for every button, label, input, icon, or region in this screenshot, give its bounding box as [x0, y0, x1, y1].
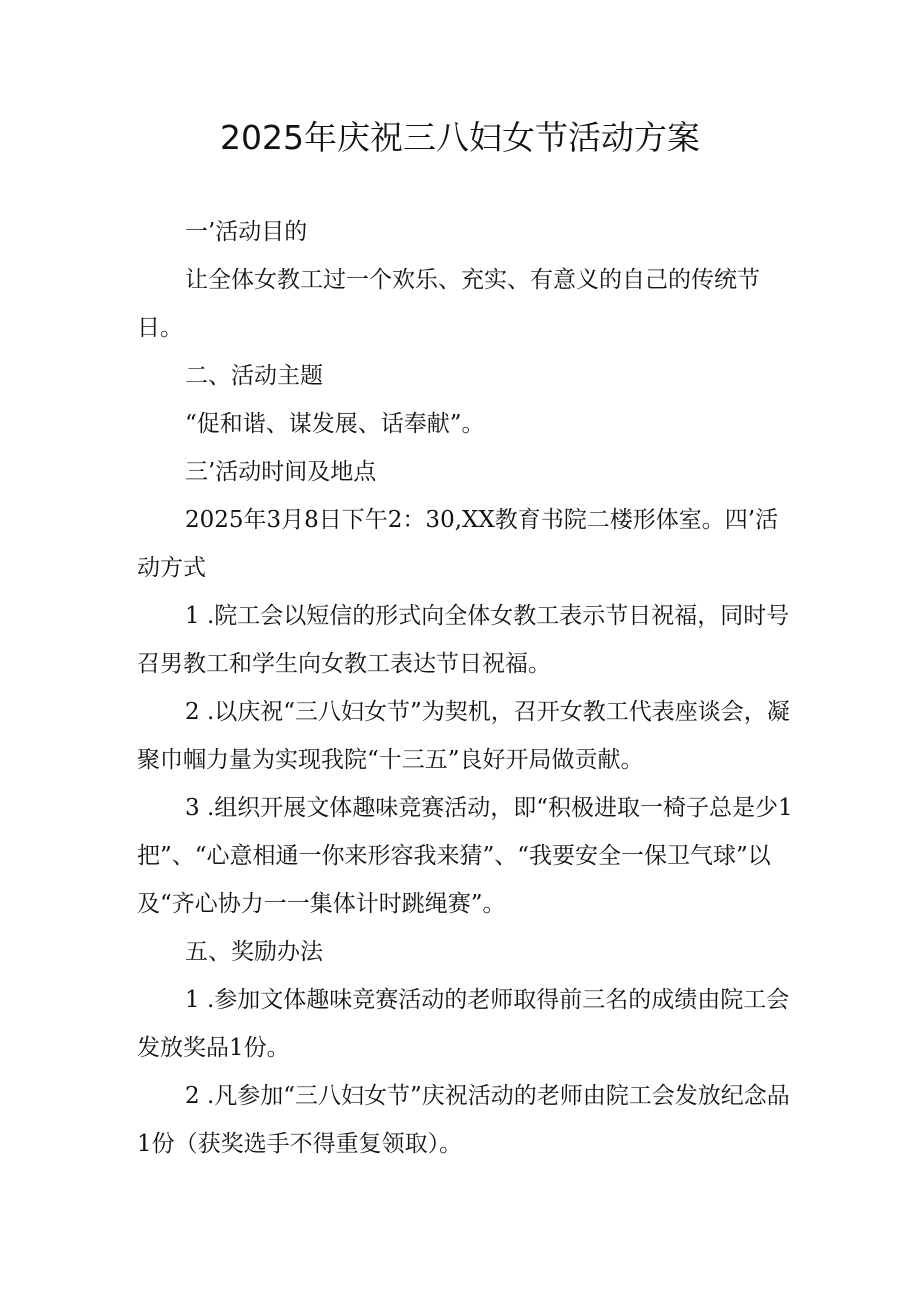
paragraph-reward-1: 1 .参加文体趣味竞赛活动的老师取得前三名的成绩由院工会发放奖品1份。	[137, 987, 790, 1061]
section-heading-time-location: 三’活动时间及地点	[185, 459, 377, 485]
document-body	[137, 208, 797, 1168]
paragraph-method-2: 2 .以庆祝“三八妇女节”为契机，召开女教工代表座谈会，凝聚巾帼力量为实现我院“十三五”良好开局做贡献。	[137, 699, 790, 773]
paragraph-theme: “促和谐、谋发展、话奉献”。	[185, 411, 485, 437]
paragraph-reward-2: 2 .凡参加“三八妇女节”庆祝活动的老师由院工会发放纪念品1份（获奖选手不得重复领取）。	[137, 1083, 790, 1157]
document-title: 2025年庆祝三八妇女节活动方案	[220, 118, 700, 157]
paragraph-method-3: 3 .组织开展文体趣味竞赛活动，即“积极进取一椅子总是少1把”、“心意相通一你来形容我来猜”、“我要安全一保卫气球”以及“齐心协力一一集体计时跳绳赛”。	[137, 795, 793, 917]
section-heading-rewards: 五、奖励办法	[185, 939, 323, 965]
paragraph-time-location: 2025年3月8日下午2：30,XX教育书院二楼形体室。四’活动方式	[137, 507, 779, 581]
section-heading-theme: 二、活动主题	[185, 363, 323, 389]
section-heading-purpose: 一’活动目的	[185, 219, 308, 245]
paragraph-method-1: 1 .院工会以短信的形式向全体女教工表示节日祝福，同时号召男教工和学生向女教工表达节日祝福。	[137, 603, 790, 677]
paragraph-purpose: 让全体女教工过一个欢乐、充实、有意义的自己的传统节日。	[137, 267, 760, 341]
